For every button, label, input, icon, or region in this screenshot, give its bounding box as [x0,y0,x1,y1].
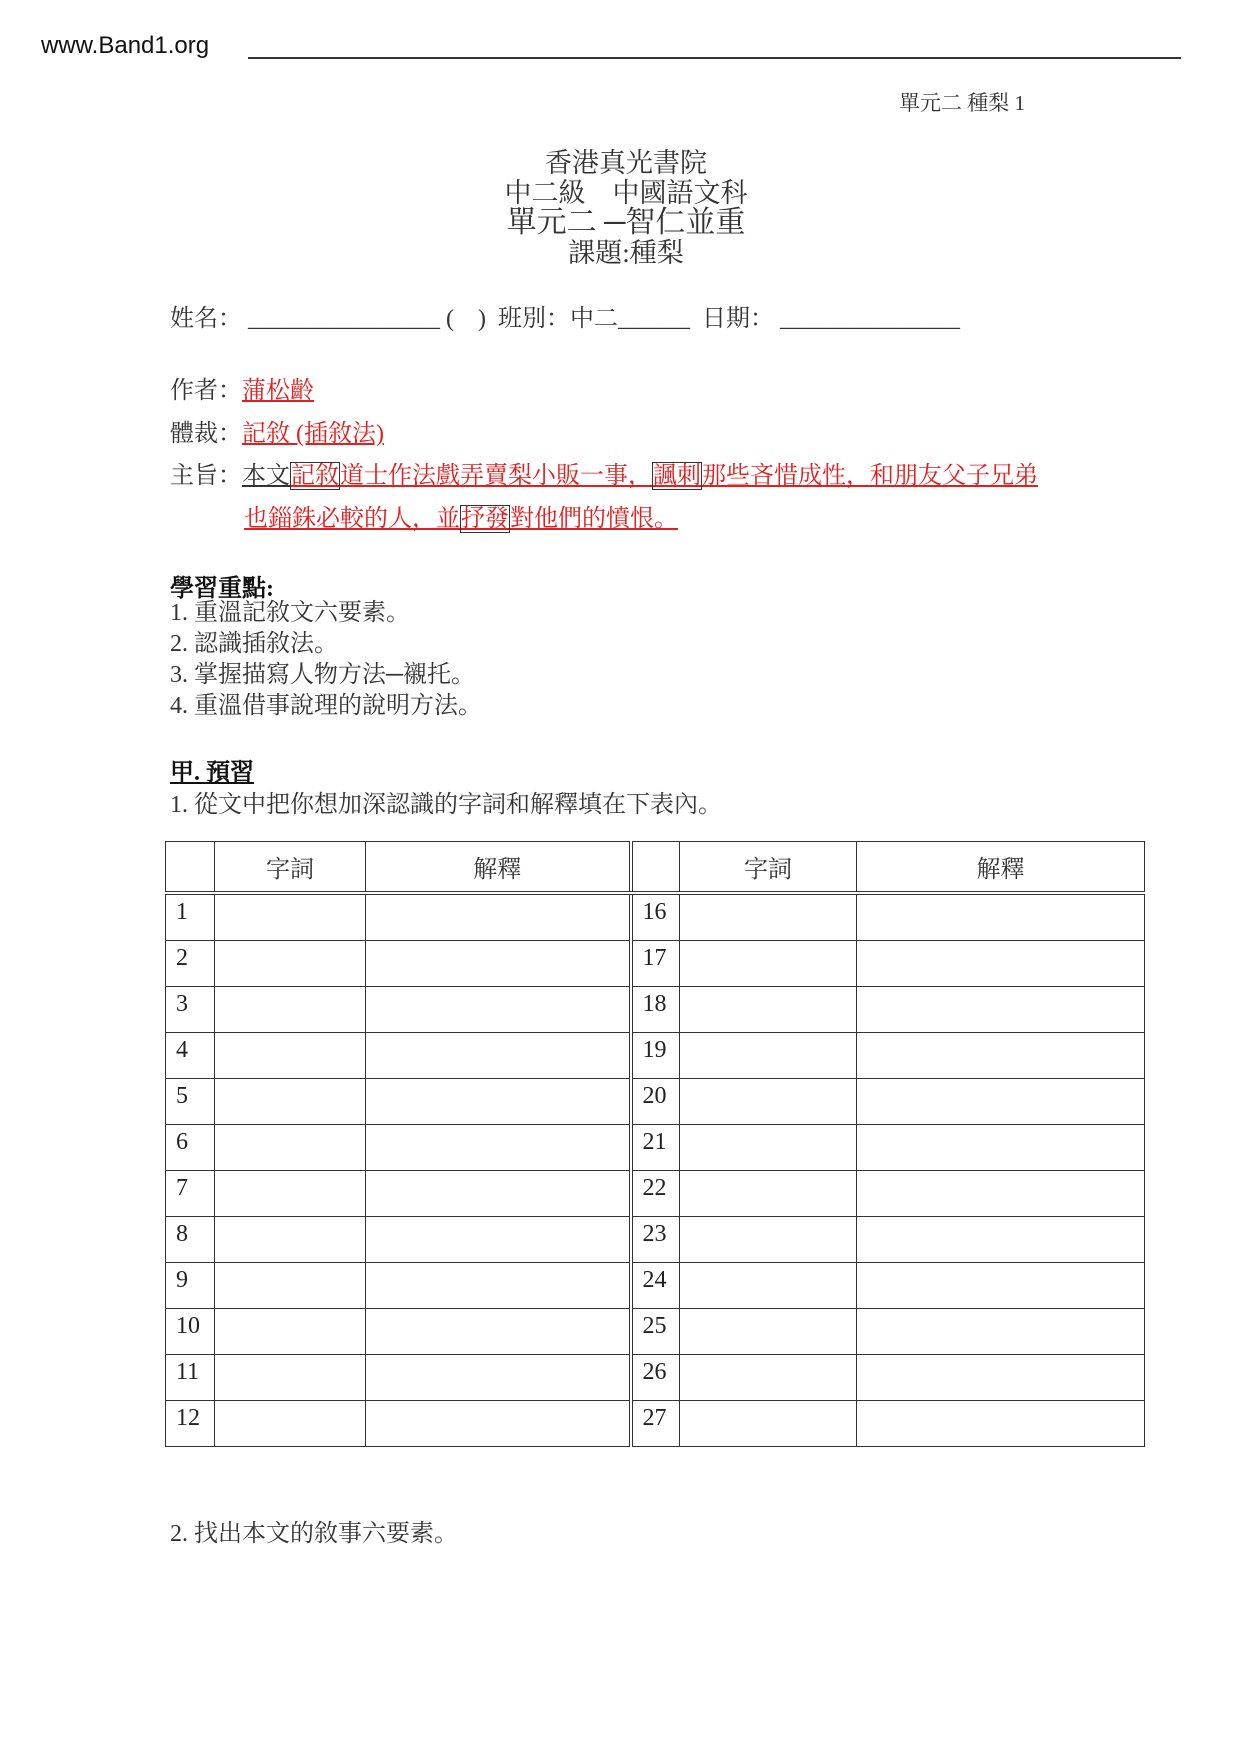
word-cell[interactable] [215,1309,366,1355]
word-cell[interactable] [680,1217,857,1263]
focus-list [170,598,482,722]
explanation-cell[interactable] [366,1171,631,1217]
column-header [631,842,680,894]
row-number: 16 [631,893,680,941]
table-row [166,893,1145,941]
table-row [166,1125,1145,1171]
theme-text: 那些吝惜成性，和朋友父子兄弟 [702,463,1038,489]
explanation-cell[interactable] [857,1079,1145,1125]
date-field[interactable]: _______________ [779,306,960,332]
theme-label: 主旨： [170,463,242,489]
explanation-cell[interactable] [857,1125,1145,1171]
header-rule [248,57,1181,59]
row-number: 10 [166,1309,215,1355]
row-number: 21 [631,1125,680,1171]
word-cell[interactable] [680,1309,857,1355]
row-number: 1 [166,893,215,941]
column-header [166,842,215,894]
preview-heading: 甲. 預習 [170,760,254,786]
word-cell[interactable] [680,1355,857,1401]
class-number-field[interactable]: ( ) [446,306,486,332]
row-number: 17 [631,941,680,987]
word-cell[interactable] [215,1401,366,1447]
row-number: 27 [631,1401,680,1447]
row-number: 22 [631,1171,680,1217]
site-name: www.Band1.org [41,32,210,59]
word-cell[interactable] [215,1125,366,1171]
class-label: 班別：中二 [497,306,618,332]
row-number: 2 [166,941,215,987]
table-row [166,1079,1145,1125]
explanation-cell[interactable] [366,1217,631,1263]
name-field[interactable]: ________________ [248,306,440,332]
word-cell[interactable] [215,941,366,987]
row-number: 7 [166,1171,215,1217]
table-row [166,1355,1145,1401]
row-number: 24 [631,1263,680,1309]
word-cell[interactable] [680,1171,857,1217]
row-number: 20 [631,1079,680,1125]
row-number: 5 [166,1079,215,1125]
explanation-cell[interactable] [857,1263,1145,1309]
explanation-cell[interactable] [857,1355,1145,1401]
row-number: 23 [631,1217,680,1263]
explanation-cell[interactable] [366,1125,631,1171]
explanation-cell[interactable] [857,1309,1145,1355]
row-number: 4 [166,1033,215,1079]
focus-item: 3. 掌握描寫人物方法─襯托。 [170,662,476,688]
focus-heading: 學習重點: [170,576,274,602]
author-line [170,370,314,405]
boxed-word: 抒發 [461,506,509,532]
explanation-cell[interactable] [366,1401,631,1447]
vocabulary-table [165,841,1145,1447]
explanation-cell[interactable] [857,1217,1145,1263]
explanation-cell[interactable] [857,941,1145,987]
lesson-title: 課題:種梨 [568,238,684,268]
word-cell[interactable] [680,1263,857,1309]
theme-text: 也錙銖必較的人，並 [244,506,460,532]
author-label: 作者： [170,378,242,404]
explanation-cell[interactable] [366,1079,631,1125]
word-cell[interactable] [680,987,857,1033]
word-cell[interactable] [680,1079,857,1125]
focus-item: 1. 重溫記敘文六要素。 [170,600,410,626]
genre-line [170,413,384,448]
unit-label: 單元二 種梨 1 [899,91,1025,115]
table-row [166,987,1145,1033]
explanation-cell[interactable] [857,1401,1145,1447]
column-header-explanation: 解釋 [366,842,631,894]
word-cell[interactable] [215,1217,366,1263]
word-cell[interactable] [215,1171,366,1217]
word-cell[interactable] [680,941,857,987]
explanation-cell[interactable] [366,1309,631,1355]
theme-text: 道士作法戲弄賣梨小販一事， [340,463,652,489]
table-row [166,1217,1145,1263]
word-cell[interactable] [215,1033,366,1079]
genre-label: 體裁： [170,421,242,447]
row-number: 6 [166,1125,215,1171]
school-name: 香港真光書院 [545,148,707,178]
table-row [166,1263,1145,1309]
genre-value: 記敘 (插敘法) [242,421,384,447]
row-number: 8 [166,1217,215,1263]
table-row [166,1171,1145,1217]
theme-text: 對他們的憤恨。 [510,506,678,532]
table-row [166,1309,1145,1355]
word-cell[interactable] [680,1125,857,1171]
word-cell[interactable] [680,1401,857,1447]
column-header-explanation: 解釋 [857,842,1145,894]
table-header-row [166,842,1145,894]
row-number: 9 [166,1263,215,1309]
boxed-word: 諷刺 [653,463,701,489]
table-row [166,941,1145,987]
row-number: 3 [166,987,215,1033]
row-number: 11 [166,1355,215,1401]
explanation-cell[interactable] [366,1355,631,1401]
focus-item: 2. 認識插敘法。 [170,631,338,657]
table-row [166,1401,1145,1447]
boxed-word: 記敘 [291,463,339,489]
preview-item-2: 2. 找出本文的敘事六要素。 [170,1521,458,1547]
class-field[interactable]: ______ [617,306,690,332]
explanation-cell[interactable] [366,1263,631,1309]
row-number: 12 [166,1401,215,1447]
theme-text: 本文 [242,463,290,489]
word-cell[interactable] [215,1263,366,1309]
word-cell[interactable] [680,1033,857,1079]
title-block [0,148,1240,268]
row-number: 25 [631,1309,680,1355]
explanation-cell[interactable] [366,1033,631,1079]
word-cell[interactable] [215,893,366,941]
explanation-cell[interactable] [857,1033,1145,1079]
author-value: 蒲松齡 [242,378,314,404]
grade-subject: 中二級 中國語文科 [504,178,748,208]
date-label: 日期： [701,306,774,332]
name-label: 姓名： [170,306,242,332]
explanation-cell[interactable] [857,1171,1145,1217]
table-row [166,1033,1145,1079]
word-cell[interactable] [215,987,366,1033]
explanation-cell[interactable] [857,987,1145,1033]
row-number: 19 [631,1033,680,1079]
explanation-cell[interactable] [857,893,1145,941]
word-cell[interactable] [215,1079,366,1125]
row-number: 26 [631,1355,680,1401]
column-header-word: 字詞 [215,842,366,894]
focus-item: 4. 重溫借事說理的說明方法。 [170,693,482,719]
explanation-cell[interactable] [366,941,631,987]
preview-item-1: 1. 從文中把你想加深認識的字詞和解釋填在下表內。 [170,792,722,818]
unit-title: 單元二 ─智仁並重 [506,206,746,239]
student-info-line [170,298,960,333]
explanation-cell[interactable] [366,987,631,1033]
word-cell[interactable] [215,1355,366,1401]
theme-line-2 [244,498,678,533]
explanation-cell[interactable] [366,893,631,941]
column-header-word: 字詞 [680,842,857,894]
word-cell[interactable] [680,893,857,941]
row-number: 18 [631,987,680,1033]
theme-line-1 [170,455,1038,490]
